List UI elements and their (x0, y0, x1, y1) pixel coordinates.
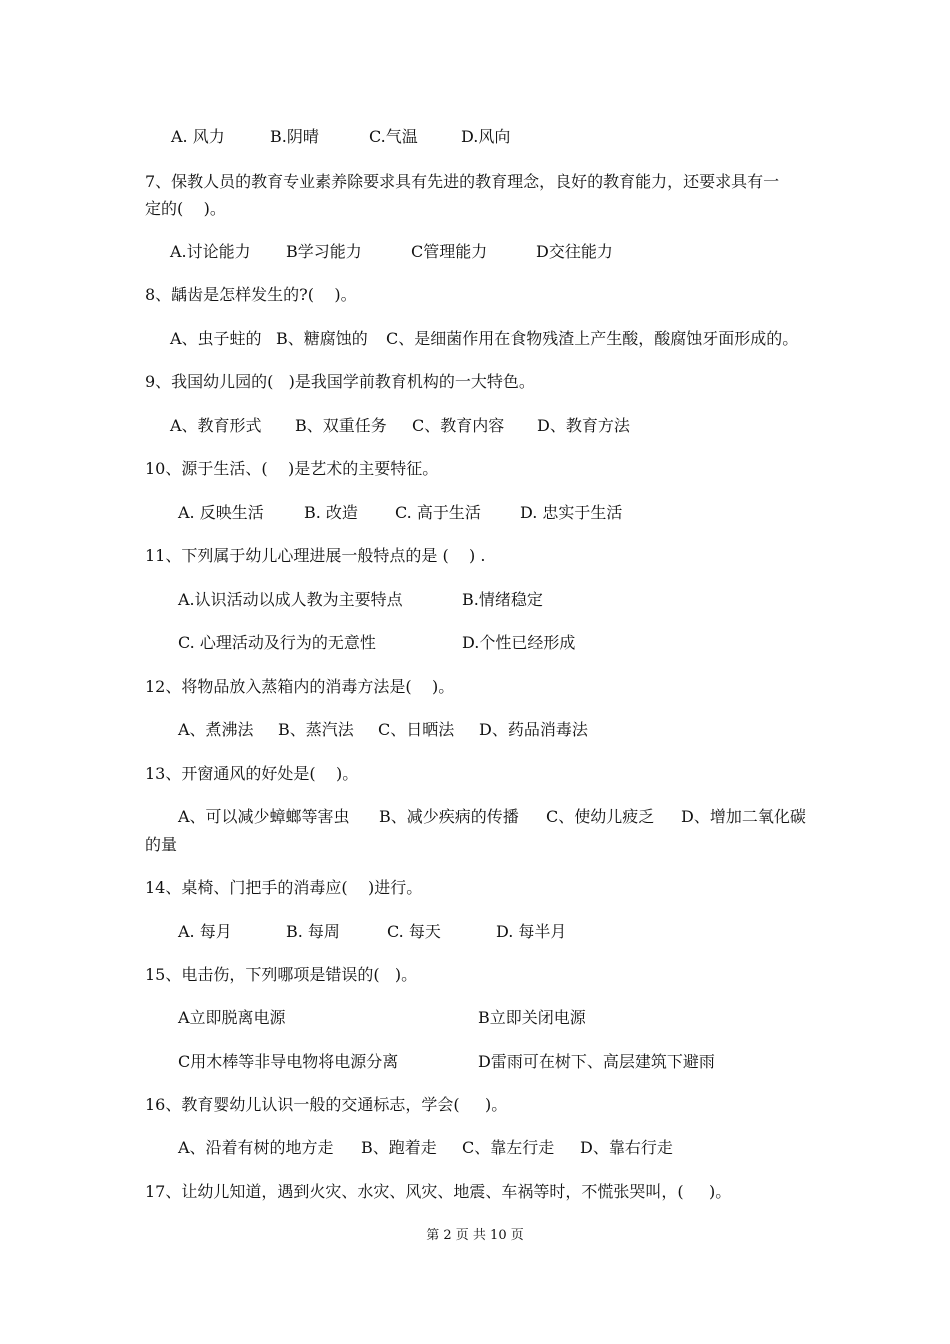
q8-option-b: B、糖腐蚀的 (276, 329, 368, 348)
q13-question: 13、开窗通风的好处是( )。 (145, 764, 359, 783)
q7-option-a: A.讨论能力 (170, 242, 251, 261)
q7-option-d: D交往能力 (536, 242, 613, 261)
q12-option-d: D、药品消毒法 (479, 720, 588, 739)
q14-option-c: C. 每天 (387, 922, 441, 941)
q11-option-b: B.情绪稳定 (462, 590, 543, 609)
q15-option-c: C用木棒等非导电物将电源分离 (178, 1052, 399, 1071)
q16-option-a: A、沿着有树的地方走 (178, 1138, 334, 1157)
q10-option-b: B. 改造 (304, 503, 358, 522)
q14-option-a: A. 每月 (178, 922, 232, 941)
q8-option-a: A、虫子蛀的 (170, 329, 262, 348)
q14-option-d: D. 每半月 (496, 922, 567, 941)
q11-option-a: A.认识活动以成人教为主要特点 (178, 590, 403, 609)
q10-question: 10、源于生活、( )是艺术的主要特征。 (145, 459, 439, 478)
q16-question: 16、教育婴幼儿认识一般的交通标志，学会( )。 (145, 1095, 508, 1114)
q9-option-c: C、教育内容 (412, 416, 505, 435)
q6-option-d: D.风向 (461, 127, 511, 146)
q7-question-line1: 7、保教人员的教育专业素养除要求具有先进的教育理念，良好的教育能力，还要求具有一 (145, 172, 780, 191)
q15-option-b: B立即关闭电源 (478, 1008, 586, 1027)
q9-option-b: B、双重任务 (295, 416, 387, 435)
q8-option-c: C、是细菌作用在食物残渣上产生酸，酸腐蚀牙面形成的。 (386, 329, 799, 348)
q13-option-b: B、减少疾病的传播 (379, 807, 519, 826)
q10-option-a: A. 反映生活 (178, 503, 264, 522)
q15-option-d: D雷雨可在树下、高层建筑下避雨 (478, 1052, 715, 1071)
q13-option-d-wrap: 的量 (145, 835, 178, 854)
q11-option-c: C. 心理活动及行为的无意性 (178, 633, 376, 652)
q15-question: 15、电击伤，下列哪项是错误的( )。 (145, 965, 418, 984)
q15-option-a: A立即脱离电源 (178, 1008, 286, 1027)
q6-option-a: A. 风力 (171, 127, 225, 146)
q17-question: 17、让幼儿知道，遇到火灾、水灾、风灾、地震、车祸等时，不慌张哭叫，( )。 (145, 1182, 732, 1201)
q12-option-c: C、日晒法 (378, 720, 455, 739)
q7-option-c: C管理能力 (411, 242, 488, 261)
page-number-footer: 第 2 页 共 10 页 (426, 1228, 524, 1243)
q10-option-c: C. 高于生活 (395, 503, 481, 522)
q13-option-a: A、可以减少蟑螂等害虫 (178, 807, 350, 826)
q14-question: 14、桌椅、门把手的消毒应( )进行。 (145, 878, 423, 897)
q12-question: 12、将物品放入蒸箱内的消毒方法是( )。 (145, 677, 455, 696)
q8-question: 8、龋齿是怎样发生的?( )。 (145, 285, 357, 304)
q14-option-b: B. 每周 (286, 922, 340, 941)
q12-option-b: B、蒸汽法 (278, 720, 354, 739)
q6-option-b: B.阴晴 (270, 127, 319, 146)
q16-option-d: D、靠右行走 (580, 1138, 673, 1157)
q11-question: 11、下列属于幼儿心理进展一般特点的是 ( ) . (145, 546, 486, 565)
q11-option-d: D.个性已经形成 (462, 633, 576, 652)
q13-option-d: D、增加二氧化碳 (681, 807, 806, 826)
q13-option-c: C、使幼儿疲乏 (546, 807, 655, 826)
q12-option-a: A、煮沸法 (178, 720, 254, 739)
q7-question-line2: 定的( )。 (145, 199, 226, 218)
q10-option-d: D. 忠实于生活 (520, 503, 623, 522)
q9-option-d: D、教育方法 (537, 416, 630, 435)
q9-question: 9、我国幼儿园的( )是我国学前教育机构的一大特色。 (145, 372, 535, 391)
q7-option-b: B学习能力 (286, 242, 362, 261)
q6-option-c: C.气温 (369, 127, 418, 146)
q9-option-a: A、教育形式 (170, 416, 262, 435)
q16-option-c: C、靠左行走 (462, 1138, 555, 1157)
q16-option-b: B、跑着走 (361, 1138, 437, 1157)
